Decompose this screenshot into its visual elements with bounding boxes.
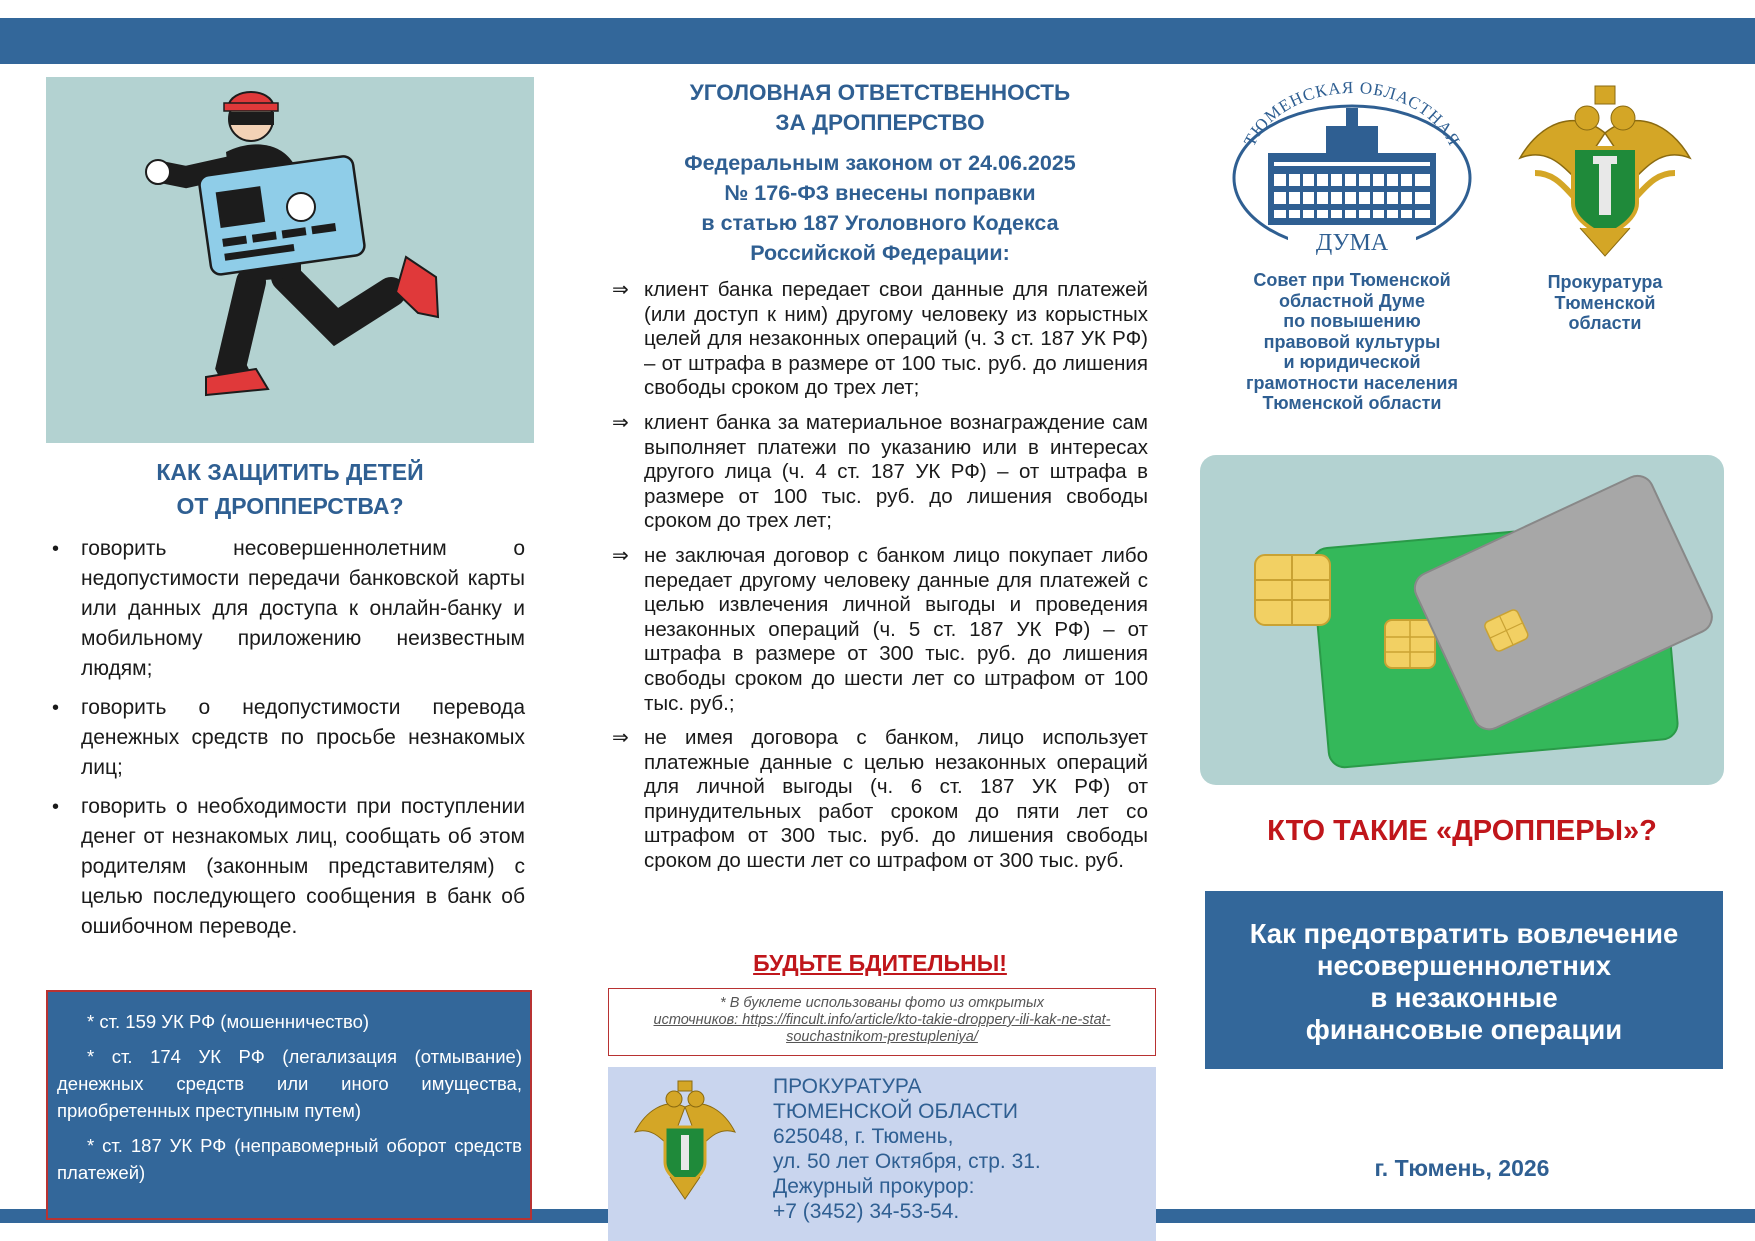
contact-line: ПРОКУРАТУРА — [773, 1075, 922, 1098]
protect-children-tips-list — [46, 534, 525, 951]
council-caption-line: правовой культуры — [1263, 331, 1441, 352]
prosecutor-caption-line: области — [1568, 313, 1642, 333]
double-arrow-icon: ⇒ — [612, 279, 629, 301]
bank-cards-illustration-panel — [1200, 455, 1724, 785]
prosecutor-caption — [1515, 272, 1695, 334]
prevent-banner-line: Как предотвратить вовлечение — [1249, 918, 1679, 949]
be-vigilant-warning: БУДЬТЕ БДИТЕЛЬНЫ! — [753, 950, 1007, 976]
federal-law-subtitle — [600, 148, 1160, 268]
criminal-liability-title — [600, 78, 1160, 138]
contact-line: ул. 50 лет Октября, стр. 31. — [773, 1150, 1041, 1173]
council-caption-line: грамотности населения — [1245, 372, 1459, 393]
federal-law-subtitle-line: Федеральным законом от 24.06.2025 — [684, 151, 1076, 175]
protect-children-title-line-2: ОТ ДРОППЕРСТВА? — [176, 493, 404, 519]
tip-item: • говорить о необходимости при поступлении денег от незнакомых лиц, сообщать об этом родителям (законным представителям) с целью последующего сообщения в банк об ошибочном переводе. — [46, 792, 525, 942]
protect-children-title-line-1: КАК ЗАЩИТИТЬ ДЕТЕЙ — [156, 459, 424, 485]
thief-illustration-panel — [46, 77, 534, 443]
tip-item: • говорить несовершеннолетним о недопустимости передачи банковской карты или данных для доступа к онлайн-банку и мобильному приложению неизвестным людям; — [46, 534, 525, 684]
criminal-code-references-box — [46, 990, 532, 1220]
reference-item: * ст. 159 УК РФ (мошенничество) — [87, 1011, 370, 1032]
double-arrow-icon: ⇒ — [612, 544, 629, 567]
bank-cards-illustration — [1200, 455, 1724, 785]
liability-item — [612, 726, 1148, 874]
prosecutor-contact-text — [773, 1074, 1041, 1224]
liability-item-text: не имея договора с банком, лицо использует платежные данные с целью незаконных операций для личной выгоды (ч. 6 ст. 187 УК РФ) от принудительных работ сроком до пяти лет со штрафом от 300 тыс. руб. до лишения свободы сроком до шести лет со штрафом от 300 тыс. руб. — [644, 726, 1148, 873]
contact-line: ТЮМЕНСКОЙ ОБЛАСТИ — [773, 1100, 1018, 1123]
federal-law-subtitle-line: № 176-ФЗ внесены поправки — [724, 181, 1036, 205]
prevent-banner-line: в незаконные — [1370, 982, 1558, 1013]
duma-word: ДУМА — [1315, 230, 1389, 256]
liability-item — [612, 544, 1148, 716]
source-note-line: * В буклете использованы фото из открытых — [720, 995, 1044, 1011]
criminal-liability-title-line-2: ЗА ДРОППЕРСТВО — [775, 110, 985, 135]
criminal-liability-title-line-1: УГОЛОВНАЯ ОТВЕТСТВЕННОСТЬ — [689, 80, 1071, 105]
council-caption-line: областной Думе — [1278, 290, 1425, 311]
liability-item — [612, 278, 1148, 401]
council-caption-line: Тюменской области — [1262, 393, 1442, 413]
image-sources-note — [608, 988, 1156, 1056]
thief-with-card-illustration — [46, 77, 534, 443]
liability-item-text: клиент банка передает свои данные для платежей (или доступ к ним) другому человеку из корыстных целей для незаконных операций (ч. 3 ст. 187 УК РФ) – от штрафа в размере от 100 тыс. руб. до лишения свободы сроком до трех лет; — [644, 278, 1148, 400]
tip-item: • говорить о недопустимости перевода денежных средств по просьбе незнакомых лиц; — [46, 693, 525, 783]
prevent-banner-line: финансовые операции — [1305, 1014, 1623, 1045]
contact-line: 625048, г. Тюмень, — [773, 1125, 954, 1148]
prosecutor-contact-box — [608, 1067, 1156, 1241]
council-caption-line: по повышению — [1283, 311, 1421, 331]
double-arrow-icon: ⇒ — [612, 727, 629, 750]
council-caption — [1228, 270, 1476, 414]
reference-item: * ст. 174 УК РФ (легализация (отмывание) денежных средств или иного имущества, приобретенных преступным путем) — [57, 1046, 522, 1121]
federal-law-subtitle-line: Российской Федерации: — [750, 241, 1010, 265]
protect-children-title — [46, 455, 534, 523]
federal-law-subtitle-line: в статью 187 Уголовного Кодекса — [701, 211, 1059, 235]
liability-items-list — [612, 278, 1148, 884]
duty-phone-number[interactable]: +7 (3452) 34-53-54. — [773, 1200, 960, 1223]
duma-arc-text: ТЮМЕНСКАЯ ОБЛАСТНАЯ — [1240, 78, 1464, 150]
who-are-droppers-heading: КТО ТАКИЕ «ДРОППЕРЫ»? — [1267, 815, 1657, 847]
liability-item-text: клиент банка за материальное вознаграждение сам выполняет платежи по указанию или в интересах другого лица (ч. 4 ст. 187 УК РФ) – от штрафа в размере от 100 тыс. руб. до лишения свободы сроком до трех лет; — [644, 410, 1148, 533]
council-caption-line: Совет при Тюменской — [1253, 270, 1451, 290]
source-note-line[interactable]: источников: https://fincult.info/article/kto-takie-droppery-ili-kak-ne-stat- — [653, 1012, 1111, 1028]
prosecutor-caption-line: Тюменской — [1554, 292, 1656, 313]
reference-item: * ст. 187 УК РФ (неправомерный оборот средств платежей) — [57, 1135, 522, 1183]
source-note-line[interactable]: souchastnikom-prestupleniya/ — [786, 1029, 978, 1045]
prevent-involvement-banner — [1205, 891, 1723, 1069]
prevent-banner-line: несовершеннолетних — [1316, 950, 1612, 981]
liability-item-text: не заключая договор с банком лицо покупает либо передает другому человеку данные для платежей с целью извлечения личной выгоды и проведения незаконных операций (ч. 5 ст. 187 УК РФ) – от штрафа в размере от 300 тыс. руб. до лишения свободы сроком до шести лет со штрафом от 100 тыс. руб.; — [644, 543, 1148, 715]
prosecutor-emblem-icon — [1515, 78, 1695, 258]
prosecutor-caption-line: Прокуратура — [1547, 272, 1663, 292]
city-year-footer: г. Тюмень, 2026 — [1374, 1155, 1550, 1181]
top-banner-bar — [0, 18, 1755, 64]
council-caption-line: и юридической — [1283, 352, 1421, 372]
liability-item — [612, 411, 1148, 534]
double-arrow-icon: ⇒ — [612, 411, 629, 434]
prosecutor-emblem-small-icon — [630, 1077, 740, 1207]
tyumen-duma-logo — [1228, 78, 1476, 258]
contact-line: Дежурный прокурор: — [773, 1175, 975, 1198]
